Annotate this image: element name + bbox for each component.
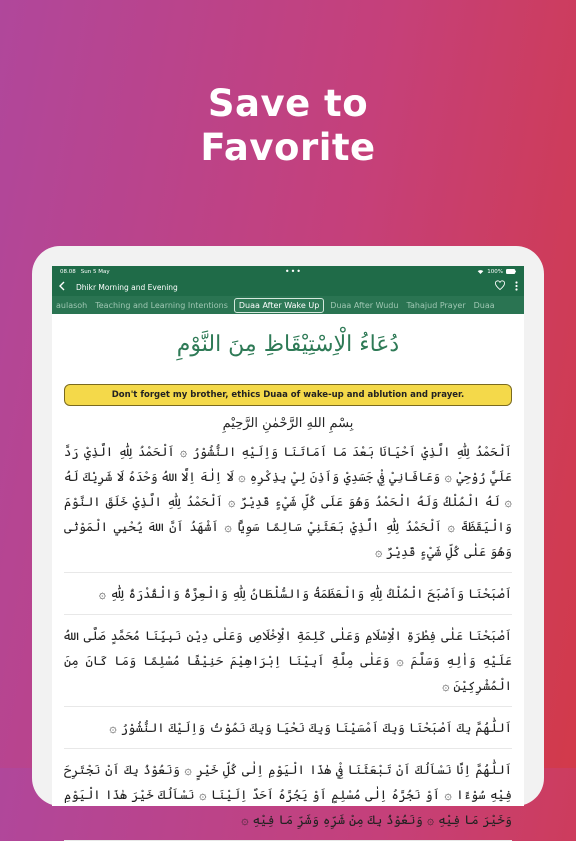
reminder-banner: Don't forget my brother, ethics Duaa of wake-up and ablution and prayer. xyxy=(64,384,512,406)
page-title: Dhikr Morning and Evening xyxy=(76,282,178,292)
back-arrow-icon[interactable] xyxy=(58,281,68,293)
tab-duaa-after-wudu[interactable]: Duaa After Wudu xyxy=(330,300,399,310)
app-bar xyxy=(52,266,524,314)
dua-text: اَصْبَحْنَا عَلٰى فِطْرَةِ الْاِسْلَامِ وَعَلٰى كَلِمَةِ الْاِخْلَاصِ وَعَلٰى دِيْنِ نَبِيِّنَا مُحَمَّدٍ صَلَّى اللهُ عَلَيْهِ وَاٰلِهِ وَسَلَّمَ ۞ وَعَلٰى مِلَّةِ اَبِيْنَا اِبْرَاهِيْمَ حَنِيْفًا مُسْلِمًا وَمَا كَانَ مِنَ الْمُشْرِكِيْنَ ۞ xyxy=(64,615,512,707)
basmala: بِسْمِ اللهِ الرَّحْمٰنِ الرَّحِيْمِ xyxy=(222,416,354,431)
promo-heading-line2: Favorite xyxy=(200,126,376,169)
tab-teaching-learning[interactable]: Teaching and Learning Intentions xyxy=(95,300,228,310)
status-bar xyxy=(52,266,524,278)
arabic-heading: دُعَاءُ الْاِسْتِيْقَاظِ مِنَ النَّوْمِ xyxy=(176,332,400,357)
dua-text: اَللّٰهُمَّ بِكَ اَصْبَحْنَا وَبِكَ اَمْسَيْنَا وَبِكَ نَحْيَا وَبِكَ نَمُوْتُ وَاِلَيْكَ النُّشُوْرُ ۞ xyxy=(64,707,512,749)
title-bar xyxy=(52,278,524,296)
app-screen xyxy=(52,266,524,827)
promo-heading xyxy=(0,82,576,170)
multitask-dots[interactable]: ••• xyxy=(284,267,302,276)
more-vertical-icon[interactable] xyxy=(515,281,518,294)
heart-icon[interactable] xyxy=(495,281,505,293)
tab-duaa[interactable]: Duaa xyxy=(473,300,495,310)
status-time: 08.08 xyxy=(60,269,76,275)
dua-text: اَصْبَحْنَا وَاَصْبَحَ الْمُلْكُ لِلّٰهِ وَالْعَظَمَةُ وَالسُّلْطَانُ لِلّٰهِ وَالْعِزَّةُ وَالْقُدْرَةُ لِلّٰهِ ۞ xyxy=(64,573,512,615)
promo-heading-line1: Save to xyxy=(207,82,369,125)
category-tabs xyxy=(52,296,524,314)
tab-aulasoh[interactable]: aulasoh xyxy=(56,300,88,310)
status-date: Sun 5 May xyxy=(80,269,110,275)
battery-icon xyxy=(506,269,516,276)
dua-text: اَللّٰهُمَّ اِنَّا نَسْاَلُكَ اَنْ تَبْعَثَنَا فِيْ هٰذَا الْيَوْمِ اِلٰى كُلِّ خَيْرٍ ۞ وَنَعُوْذُ بِكَ اَنْ نَجْتَرِحَ فِيْهِ سُوْءًا ۞ اَوْ نَجُرَّهُ اِلٰى مُسْلِمٍ اَوْ يَجُرَّهُ اَحَدٌ اِلَيْنَا ۞ نَسْاَلُكَ خَيْرَ هٰذَا الْيَوْمِ وَخَيْرَ مَا فِيْهِ ۞ وَنَعُوْذُ بِكَ مِنْ شَرِّهِ وَشَرِّ مَا فِيْهِ ۞ xyxy=(64,749,512,841)
tab-tahajud-prayer[interactable]: Tahajud Prayer xyxy=(406,300,466,310)
tab-duaa-after-wake-up[interactable]: Duaa After Wake Up xyxy=(234,298,324,313)
dua-content xyxy=(52,332,524,841)
wifi-icon xyxy=(477,269,484,276)
battery-percent: 100% xyxy=(487,269,503,275)
dua-text: اَلْحَمْدُ لِلّٰهِ الَّذِيْ اَحْيَانَا بَعْدَ مَا اَمَاتَنَا وَاِلَيْهِ النُّشُوْرُ ۞ اَلْحَمْدُ لِلّٰهِ الَّذِيْ رَدَّ عَلَيَّ رُوْحِيْ ۞ وَعَافَانِيْ فِيْ جَسَدِيْ وَاَذِنَ لِيْ بِذِكْرِهِ ۞ لَا اِلٰهَ اِلَّا اللهُ وَحْدَهُ لَا شَرِيْكَ لَهُ ۞ لَهُ الْمُلْكُ وَلَهُ الْحَمْدُ وَهُوَ عَلَى كُلِّ شَيْءٍ قَدِيْرٌ ۞ اَلْحَمْدُ لِلّٰهِ الَّذِيْ خَلَقَ النَّوْمَ وَالْيَقَظَةَ ۞ اَلْحَمْدُ لِلّٰهِ الَّذِيْ بَعَثَنِيْ سَالِمًا سَوِيًّا ۞ اَشْهَدُ اَنَّ اللهَ يُحْيِي الْمَوْتٰى وَهُوَ عَلٰى كُلِّ شَيْءٍ قَدِيْرٌ ۞ xyxy=(64,431,512,573)
tablet-frame xyxy=(32,246,544,827)
